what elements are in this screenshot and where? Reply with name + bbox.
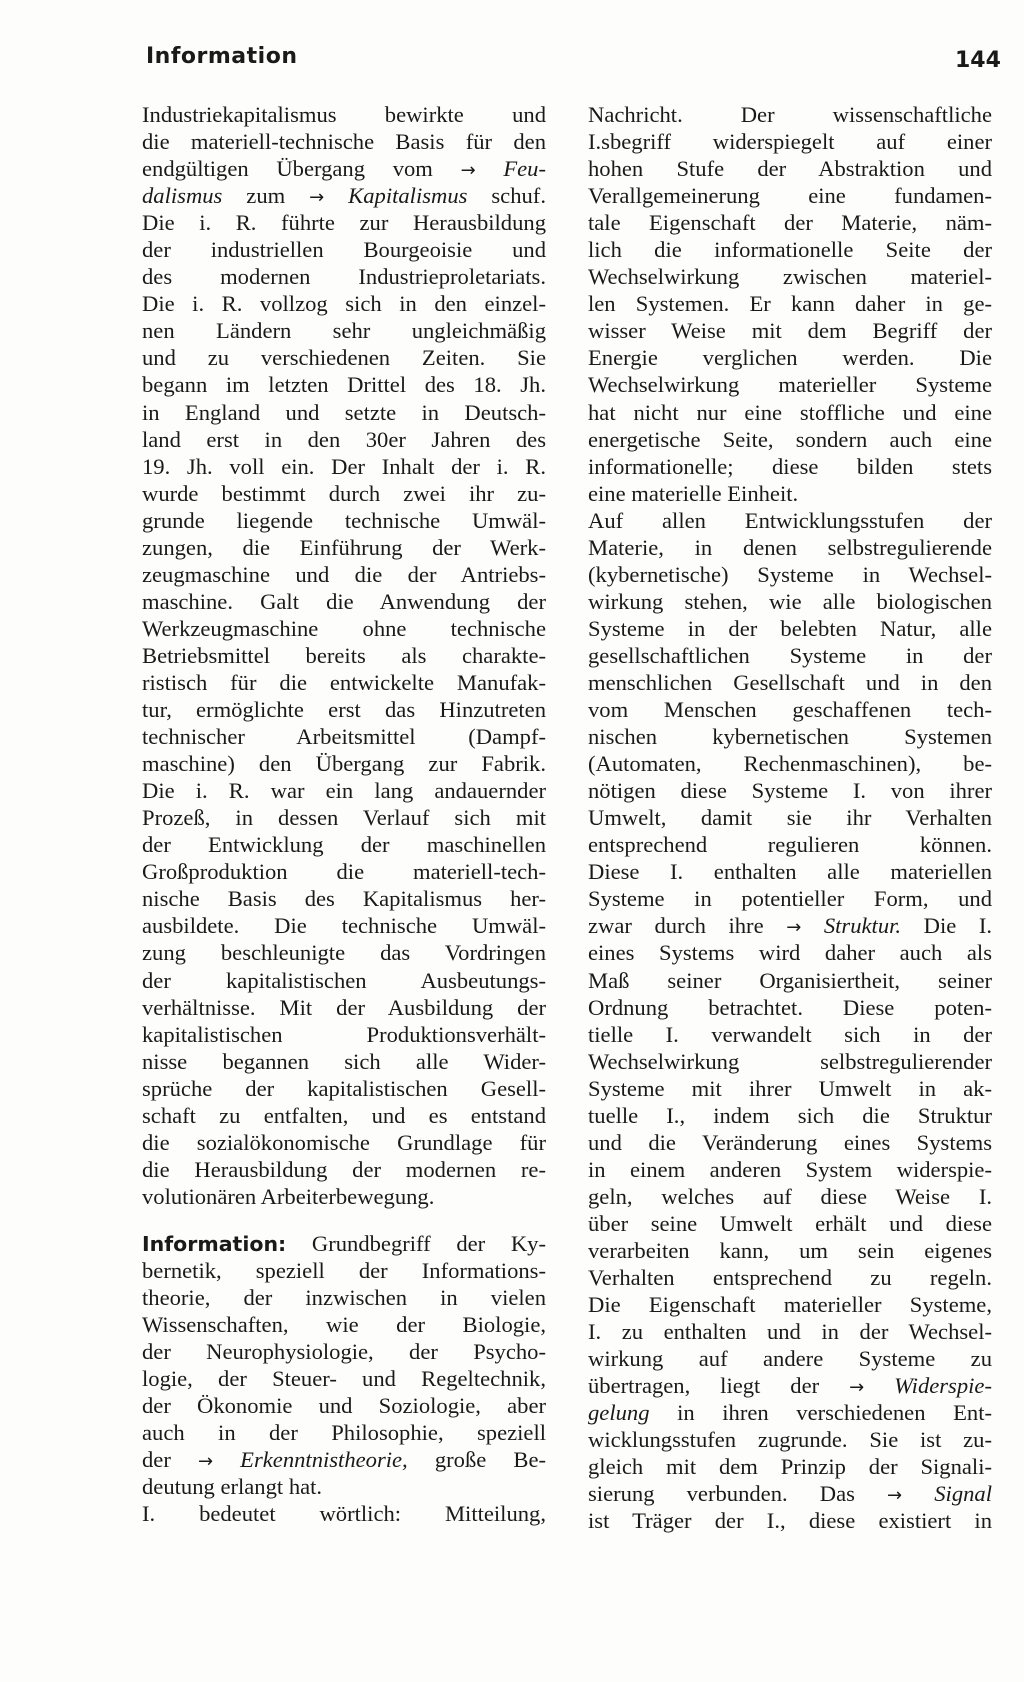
text-line: übertragen, liegt der → Widerspie- (588, 1373, 992, 1399)
text-line: I.sbegriff widerspiegelt auf einer (588, 129, 992, 155)
text-line: Wechselwirkung materieller Systeme (588, 372, 992, 398)
text-line: Die Eigenschaft materieller Systeme, (588, 1292, 992, 1318)
text-line: Verhalten entsprechend zu regeln. (588, 1265, 992, 1291)
text-line: und die Veränderung eines Systems (588, 1129, 992, 1155)
text-line: Werkzeugmaschine ohne technische (142, 615, 546, 641)
text-line: sprüche der kapitalistischen Gesell- (142, 1075, 546, 1101)
text-line: theorie, der inzwischen in vielen (142, 1285, 546, 1311)
text-line: bernetik, speziell der Informations- (142, 1257, 546, 1283)
text-line: in einem anderen System widerspie- (588, 1156, 992, 1182)
text-line: land erst in den 30er Jahren des (142, 426, 546, 452)
text-line: len Systemen. Er kann daher in ge- (588, 291, 992, 317)
cross-reference-link[interactable]: Feu- (503, 156, 546, 182)
text-line: hohen Stufe der Abstraktion und (588, 156, 992, 182)
running-head-title: Information (146, 44, 298, 69)
cross-reference-link[interactable]: Erkenntnistheorie, (240, 1447, 408, 1473)
text-line: menschlichen Gesellschaft und in den (588, 669, 992, 695)
paragraph-gap (142, 1210, 546, 1230)
cross-reference-arrow-icon: → (786, 917, 802, 939)
cross-reference-link[interactable]: gelung (588, 1400, 650, 1426)
text-line: Ordnung betrachtet. Diese poten- (588, 994, 992, 1020)
text-line: die Herausbildung der modernen re- (142, 1156, 546, 1182)
text-line: nische Basis des Kapitalismus her- (142, 886, 546, 912)
text-line: Systeme in der belebten Natur, alle (588, 615, 992, 641)
cross-reference-arrow-icon: → (309, 187, 325, 209)
text-line: maschine) den Übergang zur Fabrik. (142, 751, 546, 777)
text-line: ist Träger der I., diese existiert in (588, 1508, 992, 1534)
text-line: zwar durch ihre → Struktur. Die I. (588, 913, 993, 939)
text-line: ausbildete. Die technische Umwäl- (142, 913, 546, 939)
text-line: gelung in ihren verschiedenen Ent- (588, 1400, 992, 1426)
text-line: Die i. R. vollzog sich in den einzel- (142, 291, 546, 317)
text-line: Betriebsmittel bereits als charakte- (142, 642, 546, 668)
right-column (588, 101, 992, 1534)
text-line: Die i. R. war ein lang andauernder (142, 778, 546, 804)
text-line: Industriekapitalismus bewirkte und (142, 102, 546, 127)
text-line: wicklungsstufen zugrunde. Sie ist zu- (588, 1427, 992, 1453)
text-line: die sozialökonomische Grundlage für (142, 1129, 546, 1155)
text-line: energetische Seite, sondern auch eine (588, 426, 992, 452)
left-column (142, 101, 546, 1527)
text-line: wisser Weise mit dem Begriff der (588, 318, 992, 344)
text-line: Wechselwirkung selbstregulierender (588, 1048, 992, 1074)
text-line: verhältnisse. Mit der Ausbildung der (142, 994, 546, 1020)
text-line: tielle I. verwandelt sich in der (588, 1021, 992, 1047)
text-line: Energie verglichen werden. Die (588, 345, 992, 371)
text-line: zungen, die Einführung der Werk- (142, 534, 546, 560)
text-line: Die i. R. führte zur Herausbildung (142, 210, 546, 236)
text-line: geln, welches auf diese Weise I. (588, 1183, 992, 1209)
text-line: der kapitalistischen Ausbeutungs- (142, 967, 546, 993)
text-line: technischer Arbeitsmittel (Dampf- (142, 724, 546, 750)
text-line: zeugmaschine und die der Antriebs- (142, 561, 546, 587)
text-line: Systeme in potentieller Form, und (588, 886, 992, 912)
text-line: wurde bestimmt durch zwei ihr zu- (142, 480, 546, 506)
text-line: maschine. Galt die Anwendung der (142, 588, 546, 614)
text-line: die materiell-technische Basis für den (142, 129, 546, 155)
text-line: I. zu enthalten und in der Wechsel- (588, 1319, 992, 1345)
text-line: I. bedeutet wörtlich: Mitteilung, (142, 1501, 546, 1527)
text-line: endgültigen Übergang vom → Feu- (142, 156, 546, 182)
text-line: der Ökonomie und Soziologie, aber (142, 1393, 546, 1419)
text-line: gesellschaftlichen Systeme in der (588, 642, 992, 668)
text-line: hat nicht nur eine stoffliche und eine (588, 399, 992, 425)
text-line: nischen kybernetischen Systemen (588, 724, 992, 750)
cross-reference-arrow-icon: → (849, 1377, 865, 1399)
text-line: dalismus zum → Kapitalismus schuf. (142, 183, 546, 209)
text-line: der → Erkenntnistheorie, große Be- (142, 1447, 546, 1473)
text-line: Diese I. enthalten alle materiellen (588, 859, 992, 885)
cross-reference-arrow-icon: → (197, 1451, 214, 1473)
text-line: logie, der Steuer- und Regeltechnik, (142, 1366, 546, 1392)
text-line: lich die informationelle Seite der (588, 237, 992, 263)
text-line: Information: Grundbegriff der Ky- (142, 1230, 547, 1256)
text-line: nötigen diese Systeme I. von ihrer (588, 778, 992, 804)
cross-reference-link[interactable]: Struktur. (823, 913, 902, 939)
text-line: des modernen Industrieproletariats. (142, 264, 546, 290)
text-line: zung beschleunigte das Vordringen (142, 940, 546, 966)
text-line: Auf allen Entwicklungsstufen der (588, 507, 992, 533)
text-line: Großproduktion die materiell-tech- (142, 859, 546, 885)
text-line: entsprechend regulieren können. (588, 832, 992, 858)
text-line: informationelle; diese bilden stets (588, 453, 992, 479)
text-line: (Automaten, Rechenmaschinen), be- (588, 751, 992, 777)
cross-reference-arrow-icon: → (887, 1485, 903, 1507)
text-line: tuelle I., indem sich die Struktur (588, 1102, 992, 1128)
text-line: Nachricht. Der wissenschaftliche (588, 102, 992, 127)
text-line: Wechselwirkung zwischen materiel- (588, 264, 992, 290)
text-line: Systeme mit ihrer Umwelt in ak- (588, 1075, 992, 1101)
text-line: gleich mit dem Prinzip der Signali- (588, 1454, 992, 1480)
text-line: Prozeß, in dessen Verlauf sich mit (142, 805, 546, 831)
text-line: wirkung stehen, wie alle biologischen (588, 588, 992, 614)
text-line: sierung verbunden. Das → Signal (588, 1481, 992, 1507)
text-line: und zu verschiedenen Zeiten. Sie (142, 345, 546, 371)
cross-reference-link[interactable]: Kapitalismus (348, 183, 468, 209)
text-line: verarbeiten kann, um sein eigenes (588, 1237, 992, 1263)
text-line: nisse begannen sich alle Wider- (142, 1048, 546, 1074)
text-line: schaft zu entfalten, und es entstand (142, 1102, 546, 1128)
text-line: eine materielle Einheit. (588, 480, 799, 506)
text-line: ristisch für die entwickelte Manufak- (142, 669, 546, 695)
text-line: wirkung auf andere Systeme zu (588, 1346, 992, 1372)
text-line: auch in der Philosophie, speziell (142, 1420, 546, 1446)
text-line: volutionären Arbeiterbewegung. (142, 1183, 435, 1209)
text-line: über seine Umwelt erhält und diese (588, 1210, 992, 1236)
text-line: (kybernetische) Systeme in Wechsel- (588, 561, 992, 587)
page-number: 144 (955, 48, 1001, 73)
text-line: deutung erlangt hat. (142, 1474, 323, 1500)
cross-reference-arrow-icon: → (460, 160, 476, 182)
text-line: Maß seiner Organisiertheit, seiner (588, 967, 992, 993)
text-line: tale Eigenschaft der Materie, näm- (588, 210, 992, 236)
text-line: begann im letzten Drittel des 18. Jh. (142, 372, 546, 398)
cross-reference-link[interactable]: dalismus (142, 183, 223, 209)
text-line: eines Systems wird daher auch als (588, 940, 992, 966)
text-line: der Entwicklung der maschinellen (142, 832, 546, 858)
text-line: Materie, in denen selbstregulierende (588, 534, 992, 560)
text-line: Wissenschaften, wie der Biologie, (142, 1312, 546, 1338)
text-line: kapitalistischen Produktionsverhält- (142, 1021, 546, 1047)
text-line: tur, ermöglichte erst das Hinzutreten (142, 697, 546, 723)
text-line: Umwelt, damit sie ihr Verhalten (588, 805, 992, 831)
cross-reference-link[interactable]: Widerspie- (894, 1373, 992, 1399)
text-line: 19. Jh. voll ein. Der Inhalt der i. R. (142, 453, 546, 479)
text-line: grunde liegende technische Umwäl- (142, 507, 546, 533)
text-line: der Neurophysiologie, der Psycho- (142, 1339, 546, 1365)
cross-reference-link[interactable]: Signal (934, 1481, 992, 1507)
text-line: der industriellen Bourgeoisie und (142, 237, 546, 263)
text-line: in England und setzte in Deutsch- (142, 399, 546, 425)
text-line: vom Menschen geschaffenen tech- (588, 697, 992, 723)
entry-term: Information: (142, 1231, 287, 1256)
text-line: nen Ländern sehr ungleichmäßig (142, 318, 546, 344)
text-line: Verallgemeinerung eine fundamen- (588, 183, 992, 209)
